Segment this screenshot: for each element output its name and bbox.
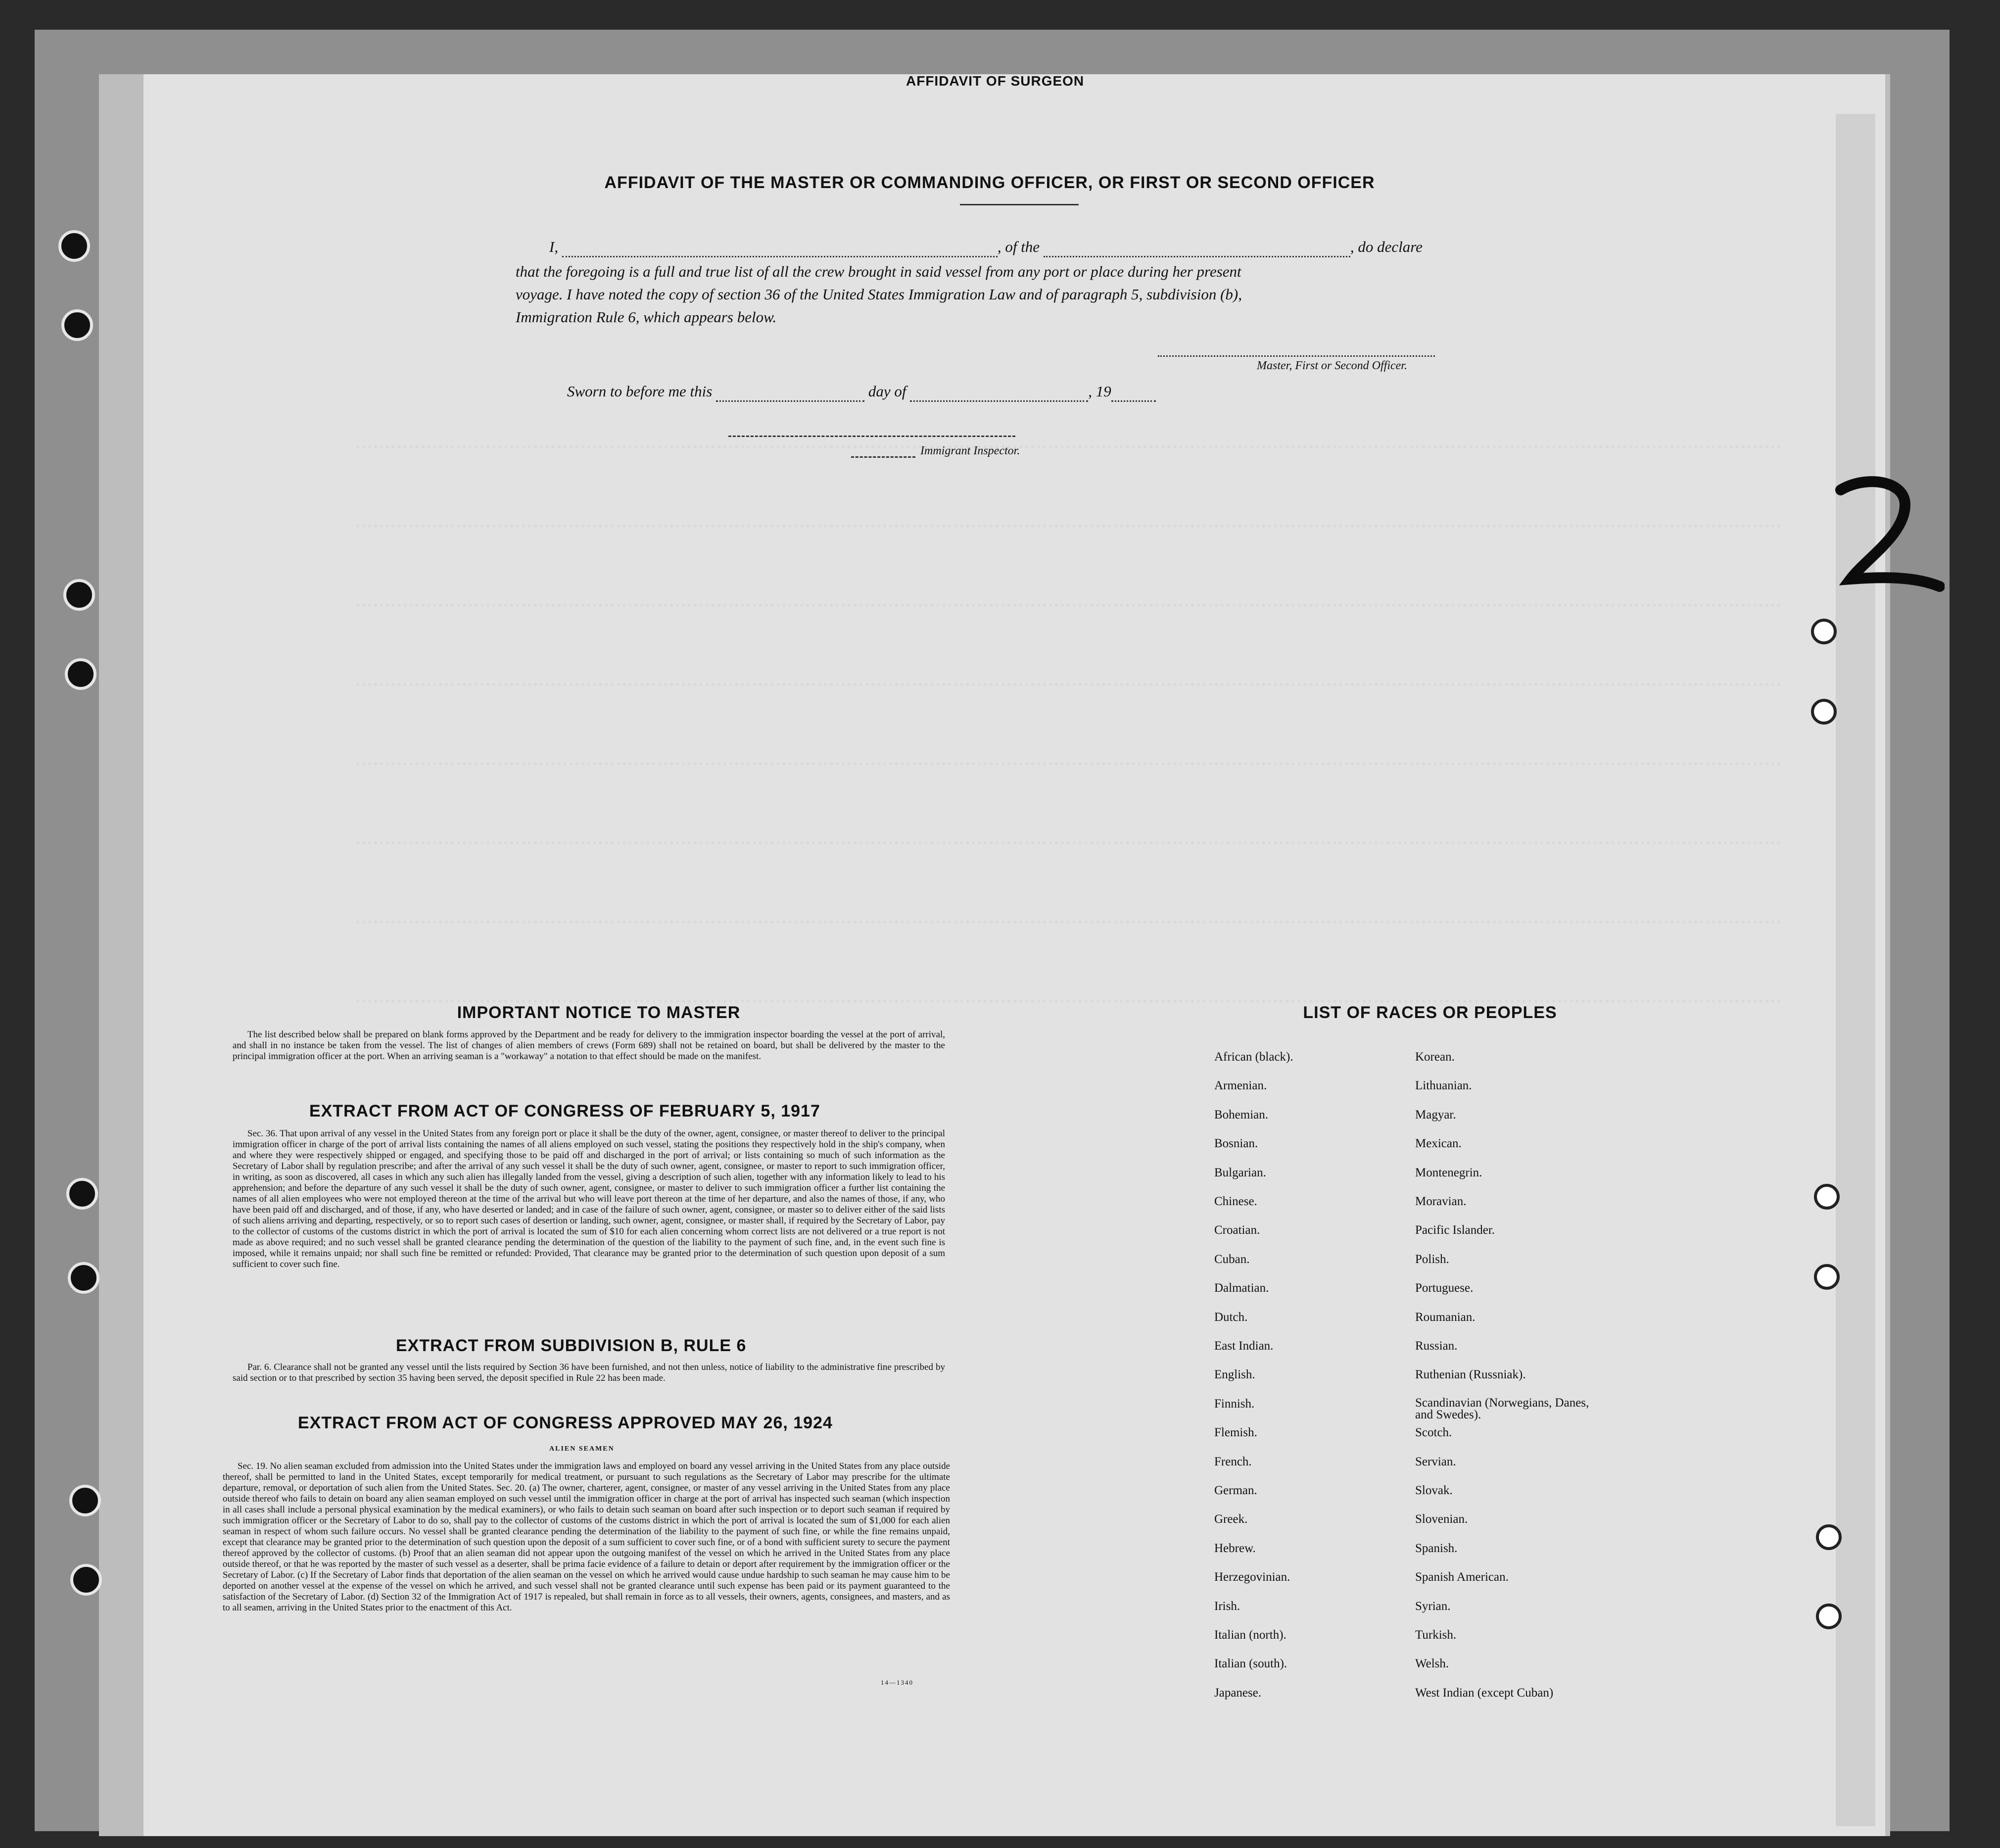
binder-hole	[1811, 619, 1837, 644]
binder-hole	[1811, 699, 1837, 725]
race-item: Chinese.	[1214, 1195, 1257, 1208]
race-item: Welsh.	[1415, 1657, 1449, 1671]
race-item: Russian.	[1415, 1339, 1458, 1353]
sworn-line	[567, 381, 1156, 402]
race-item: Ruthenian (Russniak).	[1415, 1368, 1526, 1382]
master-signature-caption: Master, First or Second Officer.	[1257, 359, 1407, 372]
notice-text: The list described below shall be prepared on blank forms approved by the Department and be ready for delivery to the immigration inspector boarding the vessel at the port of arrival, and shall in no instance be taken from the vessel. The list of changes of alien members of crews (Form 689) shall not be retained on board, but shall be delivered by the master to the principal immigration officer at the port. When an arriving seaman is a "workaway" a notation to that effect should be made on the manifest.	[233, 1029, 945, 1062]
page-edge	[1836, 114, 1875, 1826]
race-item: Dalmatian.	[1214, 1281, 1269, 1295]
form-number: 14—1340	[881, 1679, 913, 1686]
bleed-through-row	[356, 683, 1781, 686]
race-item: Japanese.	[1214, 1686, 1262, 1700]
race-item: Bohemian.	[1214, 1108, 1269, 1121]
race-item: Armenian.	[1214, 1079, 1267, 1093]
race-item: Pacific Islander.	[1415, 1223, 1495, 1237]
subdivision-title: EXTRACT FROM SUBDIVISION B, RULE 6	[396, 1336, 747, 1355]
binder-hole	[1814, 1184, 1840, 1210]
extract-1924-title: EXTRACT FROM ACT OF CONGRESS APPROVED MAY 26, 1924	[298, 1413, 833, 1432]
top-strip-label: AFFIDAVIT OF SURGEON	[906, 73, 1085, 89]
binder-hole	[1814, 1264, 1840, 1290]
race-item: African (black).	[1214, 1050, 1293, 1064]
year-text: , 19	[1088, 383, 1111, 400]
bleed-through-row	[356, 445, 1781, 448]
race-item: English.	[1214, 1368, 1255, 1382]
notice-title: IMPORTANT NOTICE TO MASTER	[457, 1003, 741, 1022]
binder-hole	[70, 1564, 102, 1596]
affidavit-line-1	[549, 237, 1539, 257]
affidavit-i: I,	[549, 238, 559, 255]
affidavit-of-the: , of the	[997, 238, 1040, 255]
affidavit-title: AFFIDAVIT OF THE MASTER OR COMMANDING OFFICER, OR FIRST OR SECOND OFFICER	[604, 173, 1375, 192]
inspector-caption: Immigrant Inspector.	[920, 444, 1020, 457]
extract-1924-text: Sec. 19. No alien seaman excluded from admission into the United States under the immigration laws and employed on board any vessel arriving in the United States from any place outside thereof, shall be permitted to land in the United States, except temporarily for medical treatment, or pursuant to such regulations as the Secretary of Labor may prescribe for the ultimate departure, removal, or deportation of such alien from the United States. Sec. 20. (a) The owner, charterer, agent, consignee, or master of any vessel arriving in the United States from any place outside thereof who fails to detain on board any alien seaman employed on such vessel until the immigration officer in charge at the port of arrival has inspected such seaman (which inspection in all cases shall include a personal physical examination by the medical examiners), or who fails to detain such seaman on board after such inspection or to deport such seaman if required by such immigration officer or the Secretary of Labor to do so, shall pay to the collector of customs of the customs district in which the port of arrival is located the sum of $1,000 for each alien seaman in respect of whom such failure occurs. No vessel shall be granted clearance pending the determination of the liability to the payment of such fine, or while the fine remains unpaid, except that clearance may be granted prior to the determination of such question upon the deposit of a sum sufficient to cover such fine, or of a bond with sufficient surety to secure the payment thereof approved by the collector of customs. (b) Proof that an alien seaman did not appear upon the outgoing manifest of the vessel on which he arrived in the United States from any place outside thereof, or that he was reported by the master of such vessel as a deserter, shall be prima facie evidence of a failure to detain or deport after requirement by the immigration officer or the Secretary of Labor. (c) If the Secretary of Labor finds that deportation of the alien seaman on the vessel on which he arrived would cause undue hardship to such seaman he may cause him to be deported on another vessel at the expense of the vessel on which he arrived, and such vessel shall not be granted clearance until such expense has been paid or its payment guaranteed to the satisfaction of the Secretary of Labor. (d) Section 32 of the Immigration Act of 1917 is repealed, but shall remain in force as to all vessels, their owners, agents, consignees, and masters, and as to all seamen, arriving in the United States prior to the enactment of this Act.	[223, 1461, 950, 1613]
extract-1924-subtitle: ALIEN SEAMEN	[549, 1445, 615, 1453]
handwritten-number-mark	[1831, 475, 1945, 594]
bleed-through-row	[356, 841, 1781, 844]
race-item: Spanish American.	[1415, 1570, 1509, 1584]
sworn-month-blank	[910, 396, 1088, 402]
race-item: Servian.	[1415, 1455, 1456, 1468]
race-item: German.	[1214, 1484, 1257, 1497]
title-underline	[960, 204, 1079, 205]
races-title: LIST OF RACES OR PEOPLES	[1303, 1003, 1557, 1022]
race-item: East Indian.	[1214, 1339, 1274, 1353]
race-item: Herzegovinian.	[1214, 1570, 1290, 1584]
binder-hole	[58, 230, 90, 262]
extract-1917-text: Sec. 36. That upon arrival of any vessel in the United States from any foreign port or place it shall be the duty of the owner, agent, consignee, or master thereof to deliver to the principal immigration officer in charge of the port of arrival lists containing the names of all aliens employed on such vessel, stating the positions they respectively hold in the ship's company, when and where they were respectively shipped or engaged, and specifying those to be paid off and discharged in the port of arrival; or lists containing so much of such information as the Secretary of Labor shall by regulation prescribe; and after the arrival of any such vessel it shall be the duty of such owner, agent, consignee, or master to report to such immigration officer, in writing, as soon as discovered, all cases in which any such alien has illegally landed from the vessel, giving a description of such alien, together with any information likely to lead to his apprehension; and before the departure of any such vessel it shall be the duty of such owner, agent, consignee, or master to deliver to such immigration officer a further list containing the names of all alien employees who were not employed thereon at the time of the arrival but who will leave port thereon at the time of her departure, and also the names of those, if any, who have been paid off and discharged, and of those, if any, who have deserted or landed; and in case of the failure of such owner, agent, consignee, or master so to deliver either of the said lists of such aliens arriving and departing, respectively, or so to report such cases of desertion or landing, such owner, agent, consignee, or master shall, if required by the Secretary of Labor, pay to the collector of customs of the customs district in which the port of arrival is located the sum of $10 for each alien concerning whom correct lists are not delivered or a true report is not made as above required; and no such vessel shall be granted clearance pending the determination of the question of the liability to the payment of such fine, and, in the event such fine is imposed, while it remains unpaid; nor shall such fine be remitted or refunded: Provided, That clearance may be granted prior to the determination of such question upon deposit of a sum sufficient to cover such fine.	[233, 1128, 945, 1269]
bleed-through-row	[356, 921, 1781, 924]
race-item: Greek.	[1214, 1512, 1248, 1526]
master-signature-line	[1158, 355, 1435, 357]
race-item: Finnish.	[1214, 1397, 1255, 1410]
race-item: Polish.	[1415, 1252, 1449, 1266]
race-item: Korean.	[1415, 1050, 1455, 1064]
race-item: Cuban.	[1214, 1252, 1250, 1266]
bleed-through-row	[356, 1000, 1781, 1003]
race-item: Magyar.	[1415, 1108, 1456, 1121]
race-item: Syrian.	[1415, 1599, 1451, 1613]
race-item: Bosnian.	[1214, 1137, 1258, 1151]
binder-hole	[1816, 1604, 1842, 1629]
race-item: Bulgarian.	[1214, 1166, 1266, 1179]
binder-hole	[63, 579, 95, 611]
race-item: Hebrew.	[1214, 1541, 1256, 1555]
bleed-through-row	[356, 762, 1781, 765]
year-blank	[1111, 396, 1156, 402]
vessel-blank	[1044, 252, 1350, 257]
binder-hole	[66, 1178, 98, 1210]
binder-hole	[69, 1485, 101, 1516]
race-item: Italian (south).	[1214, 1657, 1287, 1671]
affidavit-line-4: Immigration Rule 6, which appears below.	[516, 308, 777, 326]
race-item: West Indian (except Cuban)	[1415, 1686, 1554, 1700]
subdivision-text: Par. 6. Clearance shall not be granted any vessel until the lists required by Section 36 have been furnished, and not then unless, notice of liability to the administrative fine prescribed by said section or to that prescribed by section 35 having been served, the deposit specified in Rule 22 has been made.	[233, 1362, 945, 1383]
race-item: Spanish.	[1415, 1541, 1458, 1555]
inspector-line-1	[728, 436, 1015, 437]
race-item: Moravian.	[1415, 1195, 1467, 1208]
bleed-through-row	[356, 604, 1781, 607]
binder-hole	[1816, 1524, 1842, 1550]
race-item: Croatian.	[1214, 1223, 1260, 1237]
race-item: Roumanian.	[1415, 1310, 1476, 1324]
race-item: Turkish.	[1415, 1628, 1457, 1642]
race-item: Slovak.	[1415, 1484, 1453, 1497]
affidavit-line-3: voyage. I have noted the copy of section 36 of the United States Immigration Law and of paragraph 5, subdivision (b),	[516, 286, 1242, 303]
race-item: Flemish.	[1214, 1426, 1257, 1440]
extract-1917-title: EXTRACT FROM ACT OF CONGRESS OF FEBRUARY 5, 1917	[309, 1102, 820, 1120]
race-item: Mexican.	[1415, 1137, 1462, 1151]
race-item: Italian (north).	[1214, 1628, 1286, 1642]
day-of-text: day of	[868, 383, 906, 400]
affidavit-line-2: that the foregoing is a full and true list of all the crew brought in said vessel from any port or place during her present	[516, 263, 1241, 280]
binder-hole	[65, 658, 96, 690]
race-item: Dutch.	[1214, 1310, 1248, 1324]
race-item: Irish.	[1214, 1599, 1240, 1613]
bleed-through-row	[356, 525, 1781, 528]
race-item: French.	[1214, 1455, 1252, 1468]
race-item: Scotch.	[1415, 1426, 1452, 1440]
binder-hole	[68, 1262, 99, 1294]
inspector-line-2	[851, 456, 915, 458]
sworn-day-blank	[716, 396, 864, 402]
sworn-text: Sworn to before me this	[567, 383, 713, 400]
race-item: Lithuanian.	[1415, 1079, 1472, 1093]
race-item: Scandinavian (Norwegians, Danes, and Swedes).	[1415, 1396, 1589, 1421]
race-item: Portuguese.	[1415, 1281, 1474, 1295]
race-item: Montenegrin.	[1415, 1166, 1482, 1179]
affidavit-do-declare: , do declare	[1350, 238, 1423, 255]
race-item: Slovenian.	[1415, 1512, 1468, 1526]
name-blank	[562, 252, 998, 257]
binder-hole	[61, 309, 93, 341]
